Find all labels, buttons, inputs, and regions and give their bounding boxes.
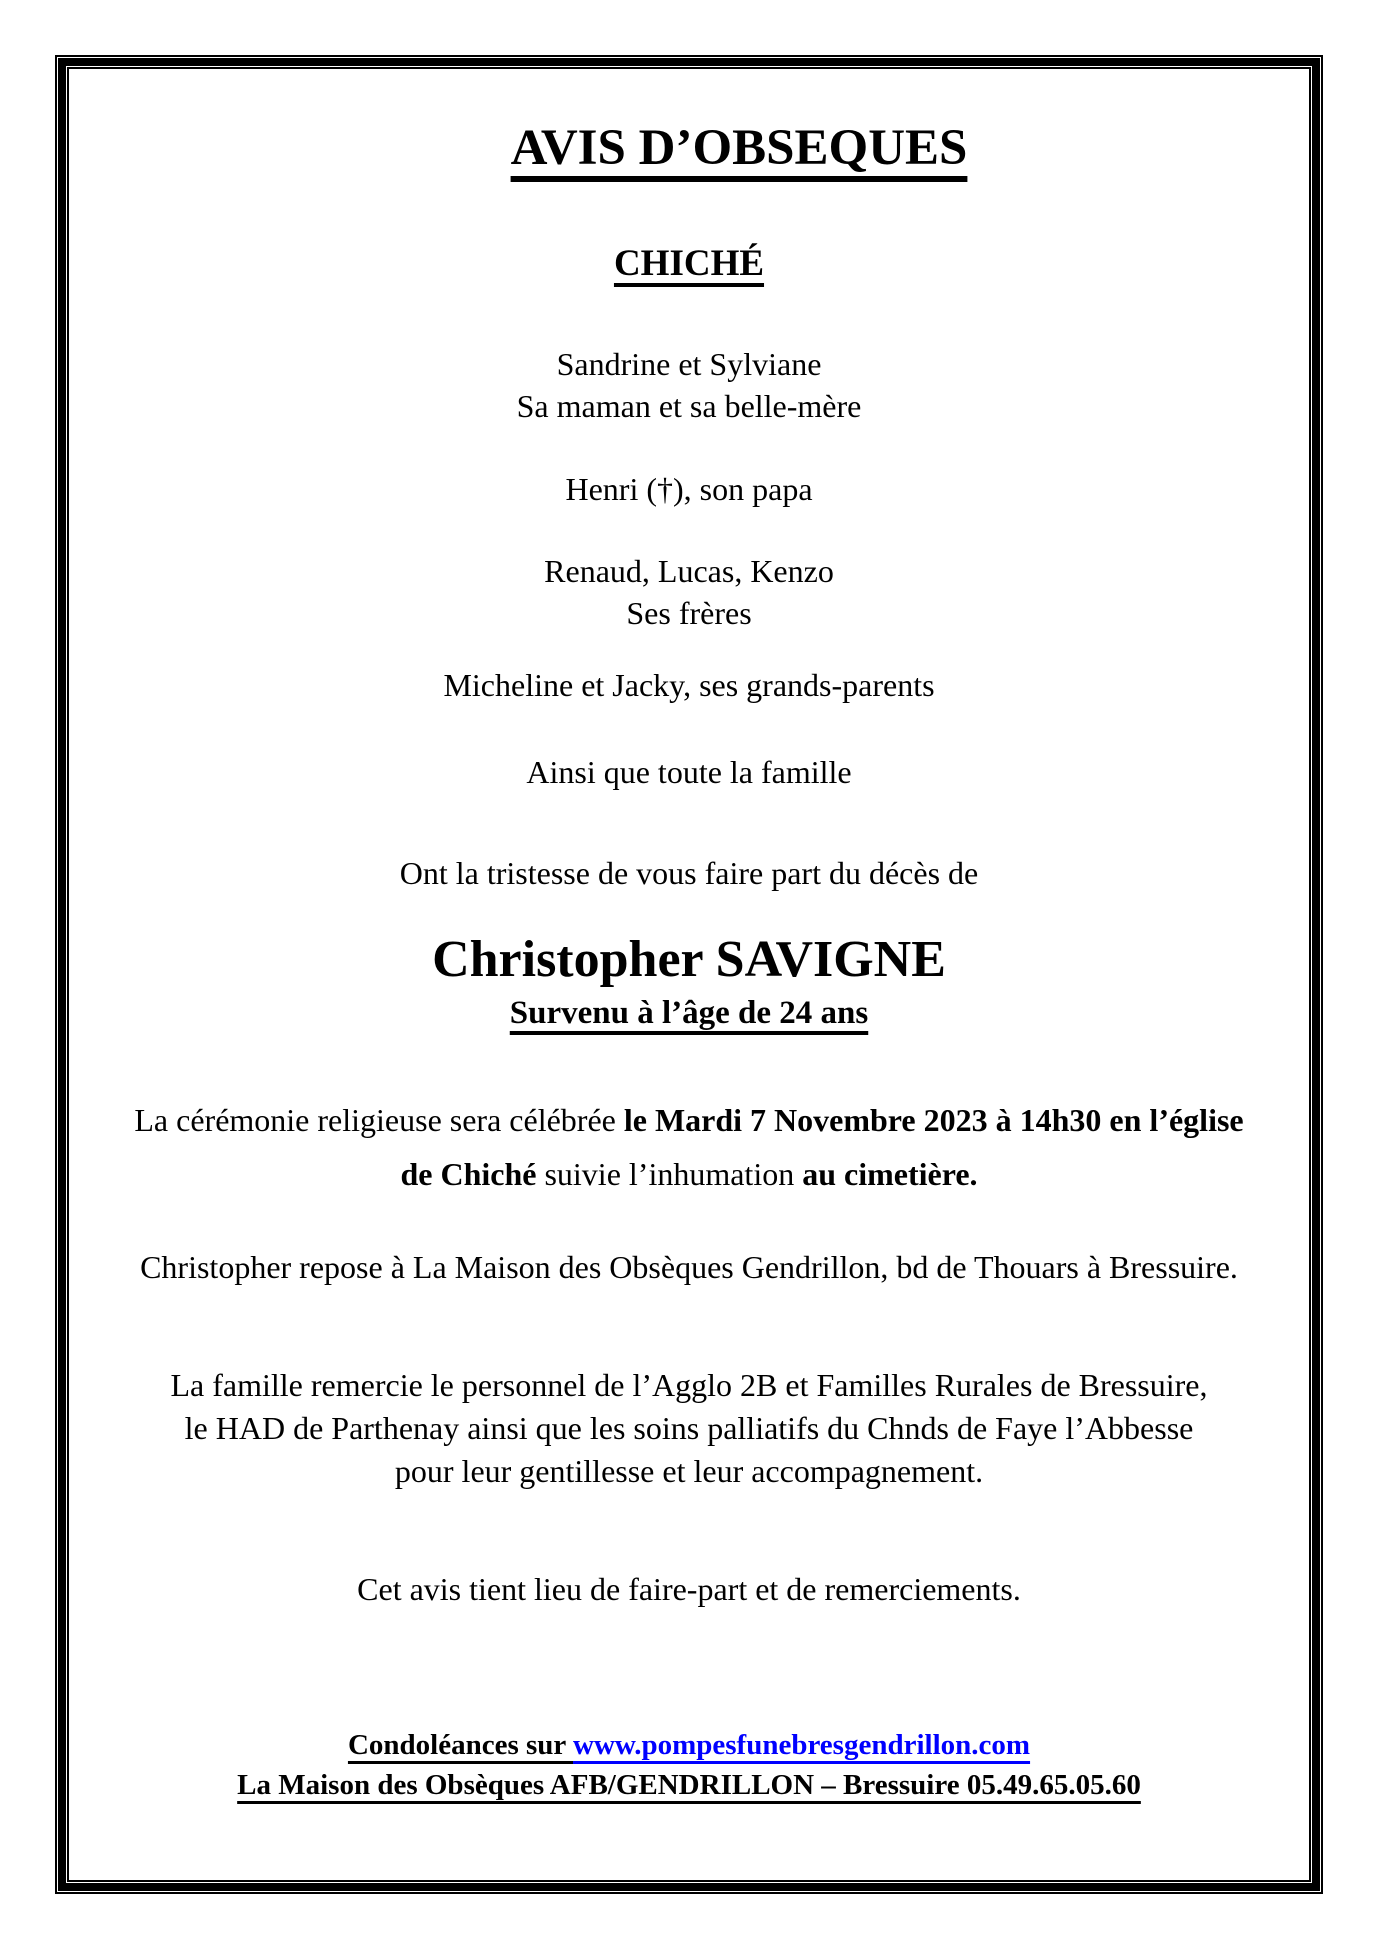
ceremony-date-church: le Mardi 7 Novembre 2023 à 14h30 en l’église: [623, 1101, 1244, 1138]
death-announcement: Ont la tristesse de vous faire part du décès de: [399, 854, 979, 891]
family-father: Henri (†), son papa: [565, 470, 813, 507]
repose-line: Christopher repose à La Maison des Obsèques Gendrillon, bd de Thouars à Bressuire.: [140, 1249, 1238, 1286]
funeral-home-line: La Maison des Obsèques AFB/GENDRILLON – Bressuire 05.49.65.05.60: [237, 1769, 1141, 1802]
condolences-label: Condoléances sur: [347, 1729, 573, 1762]
footer-block: [127, 1725, 1251, 1805]
notice-line: Cet avis tient lieu de faire-part et de remerciements.: [357, 1571, 1021, 1608]
family-mothers: [127, 343, 1251, 427]
deceased-name: Christopher SAVIGNE: [432, 930, 946, 988]
family-brothers: [127, 550, 1251, 634]
obituary-content: [69, 69, 1309, 1880]
page-title: AVIS D’OBSEQUES: [510, 120, 968, 176]
mothers-names: Sandrine et Sylviane: [556, 346, 822, 383]
thanks-line1: La famille remercie le personnel de l’Agglo 2B et Familles Rurales de Bressuire,: [170, 1366, 1208, 1403]
ceremony-intro: La cérémonie religieuse sera célébrée: [134, 1101, 624, 1138]
commune-heading: CHICHÉ: [613, 242, 765, 284]
mothers-relation: Sa maman et sa belle-mère: [516, 388, 862, 425]
brothers-relation: Ses frères: [626, 594, 752, 631]
deceased-age-line: [127, 992, 1251, 1035]
family-grandparents: Micheline et Jacky, ses grands-parents: [443, 667, 935, 704]
ceremony-church-town: de Chiché: [400, 1155, 537, 1192]
condolences-link[interactable]: www.pompesfunebresgendrillon.com: [573, 1729, 1031, 1762]
ceremony-cemetery: au cimetière.: [802, 1155, 978, 1192]
brothers-names: Renaud, Lucas, Kenzo: [544, 552, 834, 589]
ceremony-burial: suivie l’inhumation: [536, 1155, 803, 1192]
ceremony-paragraph: [127, 1093, 1251, 1202]
family-whole: Ainsi que toute la famille: [526, 754, 852, 791]
age-text: Survenu à l’âge de 24 ans: [509, 994, 869, 1031]
thanks-line2: le HAD de Parthenay ainsi que les soins palliatifs du Chnds de Faye l’Abbesse: [184, 1409, 1194, 1446]
thanks-paragraph: [127, 1364, 1251, 1494]
thanks-line3: pour leur gentillesse et leur accompagnement.: [394, 1452, 984, 1489]
